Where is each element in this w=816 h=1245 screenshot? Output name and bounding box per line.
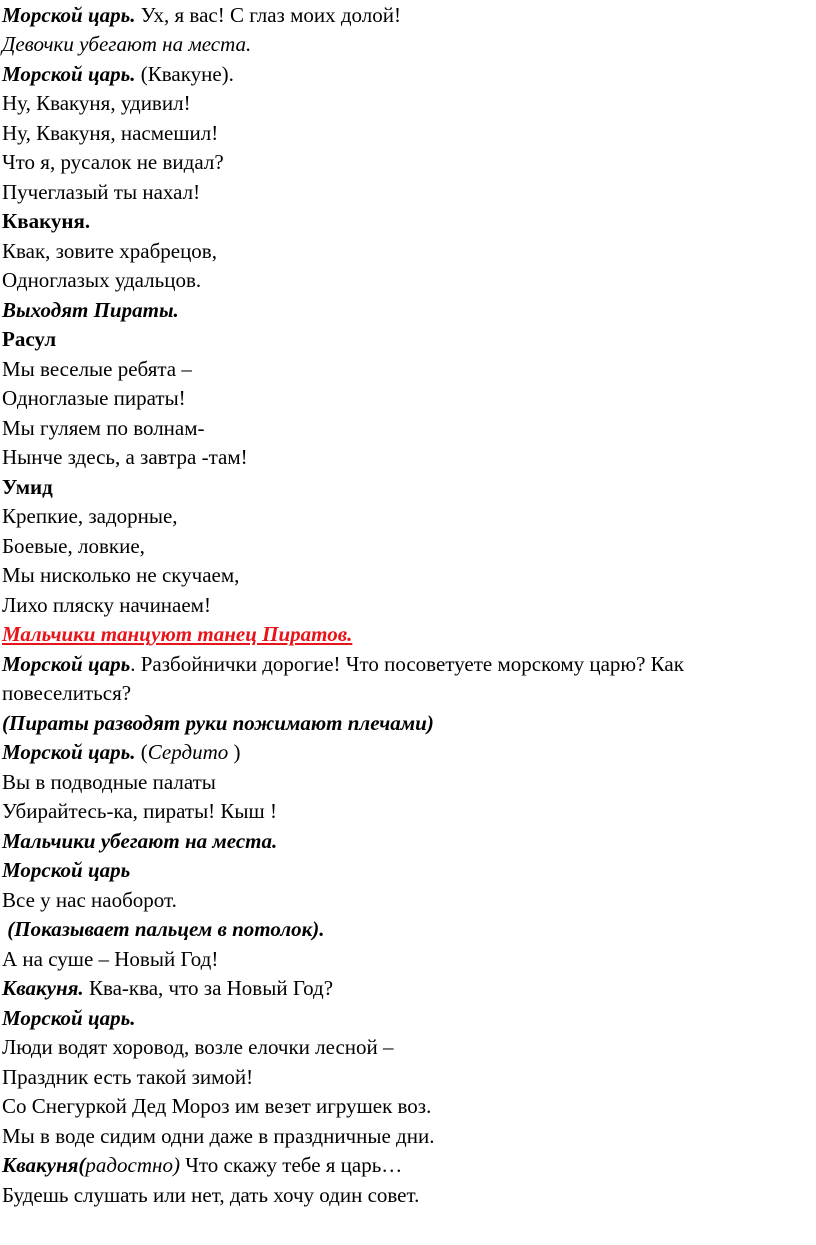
stage-direction: Выходят Пираты. <box>2 298 179 322</box>
verse-line: Ну, Квакуня, удивил! <box>2 91 191 115</box>
line-26 <box>2 737 806 767</box>
line-text: повеселиться? <box>2 681 132 705</box>
verse-line: Мы веселые ребята – <box>2 357 192 381</box>
verse-line: Убирайтесь-ка, пираты! Кыш ! <box>2 799 277 823</box>
verse-line: Будешь слушать или нет, дать хочу один совет. <box>2 1183 420 1207</box>
speaker-label: Расул <box>2 327 57 351</box>
remark: Сердито <box>147 740 229 764</box>
stage-direction: (Показывает пальцем в потолок). <box>2 917 325 941</box>
remark: радостно) <box>85 1153 180 1177</box>
line-text: . Разбойнички дорогие! Что посоветуете морскому царю? Как <box>130 652 684 676</box>
verse-line: А на суше – Новый Год! <box>2 947 219 971</box>
stage-direction: Девочки убегают на места. <box>2 32 252 56</box>
stage-direction: (Пираты разводят руки пожимают плечами) <box>2 711 434 735</box>
paren-open: ( <box>135 740 148 764</box>
verse-line: Мы в воде сидим одни даже в праздничные дни. <box>2 1124 435 1148</box>
speaker-label: Квакуня. <box>2 209 91 233</box>
verse-line: Одноглазые пираты! <box>2 386 186 410</box>
speaker-label: Морской царь. <box>2 62 136 86</box>
verse-line: Ну, Квакуня, насмешил! <box>2 121 219 145</box>
verse-line: Что я, русалок не видал? <box>2 150 224 174</box>
verse-line: Боевые, ловкие, <box>2 534 145 558</box>
stage-direction-highlight: Мальчики танцуют танец Пиратов. <box>2 622 353 646</box>
speaker-label: Умид <box>2 475 53 499</box>
verse-line: Крепкие, задорные, <box>2 504 178 528</box>
verse-line: Мы нисколько не скучаем, <box>2 563 240 587</box>
verse-line: Лихо пляску начинаем! <box>2 593 211 617</box>
verse-line: Все у нас наоборот. <box>2 888 177 912</box>
line-40 <box>2 1150 806 1180</box>
verse-line: Люди водят хоровод, возле елочки лесной – <box>2 1035 394 1059</box>
speaker-label: Квакуня. <box>2 976 84 1000</box>
speaker-label: Квакуня( <box>2 1153 86 1177</box>
verse-line: Праздник есть такой зимой! <box>2 1065 254 1089</box>
speaker-label: Морской царь <box>2 858 131 882</box>
speaker-label: Морской царь. <box>2 740 136 764</box>
verse-line: Со Снегуркой Дед Мороз им везет игрушек воз. <box>2 1094 432 1118</box>
line-34 <box>2 973 806 1003</box>
speaker-label: Морской царь. <box>2 1006 136 1030</box>
speaker-label: Морской царь <box>2 652 131 676</box>
verse-line: Одноглазых удальцов. <box>2 268 202 292</box>
line-text: Ква-ква, что за Новый Год? <box>83 976 334 1000</box>
verse-line: Мы гуляем по волнам- <box>2 416 205 440</box>
line-text: (Квакуне). <box>135 62 234 86</box>
speaker-label: Морской царь. <box>2 3 136 27</box>
verse-line: Квак, зовите храбрецов, <box>2 239 217 263</box>
verse-line: Нынче здесь, а завтра -там! <box>2 445 248 469</box>
stage-direction: Мальчики убегают на места. <box>2 829 278 853</box>
line-text: Ух, я вас! С глаз моих долой! <box>135 3 401 27</box>
line-03 <box>2 59 806 89</box>
line-01 <box>2 0 806 30</box>
paren-close: ) <box>228 740 241 764</box>
line-text: Что скажу тебе я царь… <box>179 1153 403 1177</box>
verse-line: Пучеглазый ты нахал! <box>2 180 201 204</box>
line-23 <box>2 649 806 679</box>
verse-line: Вы в подводные палаты <box>2 770 216 794</box>
